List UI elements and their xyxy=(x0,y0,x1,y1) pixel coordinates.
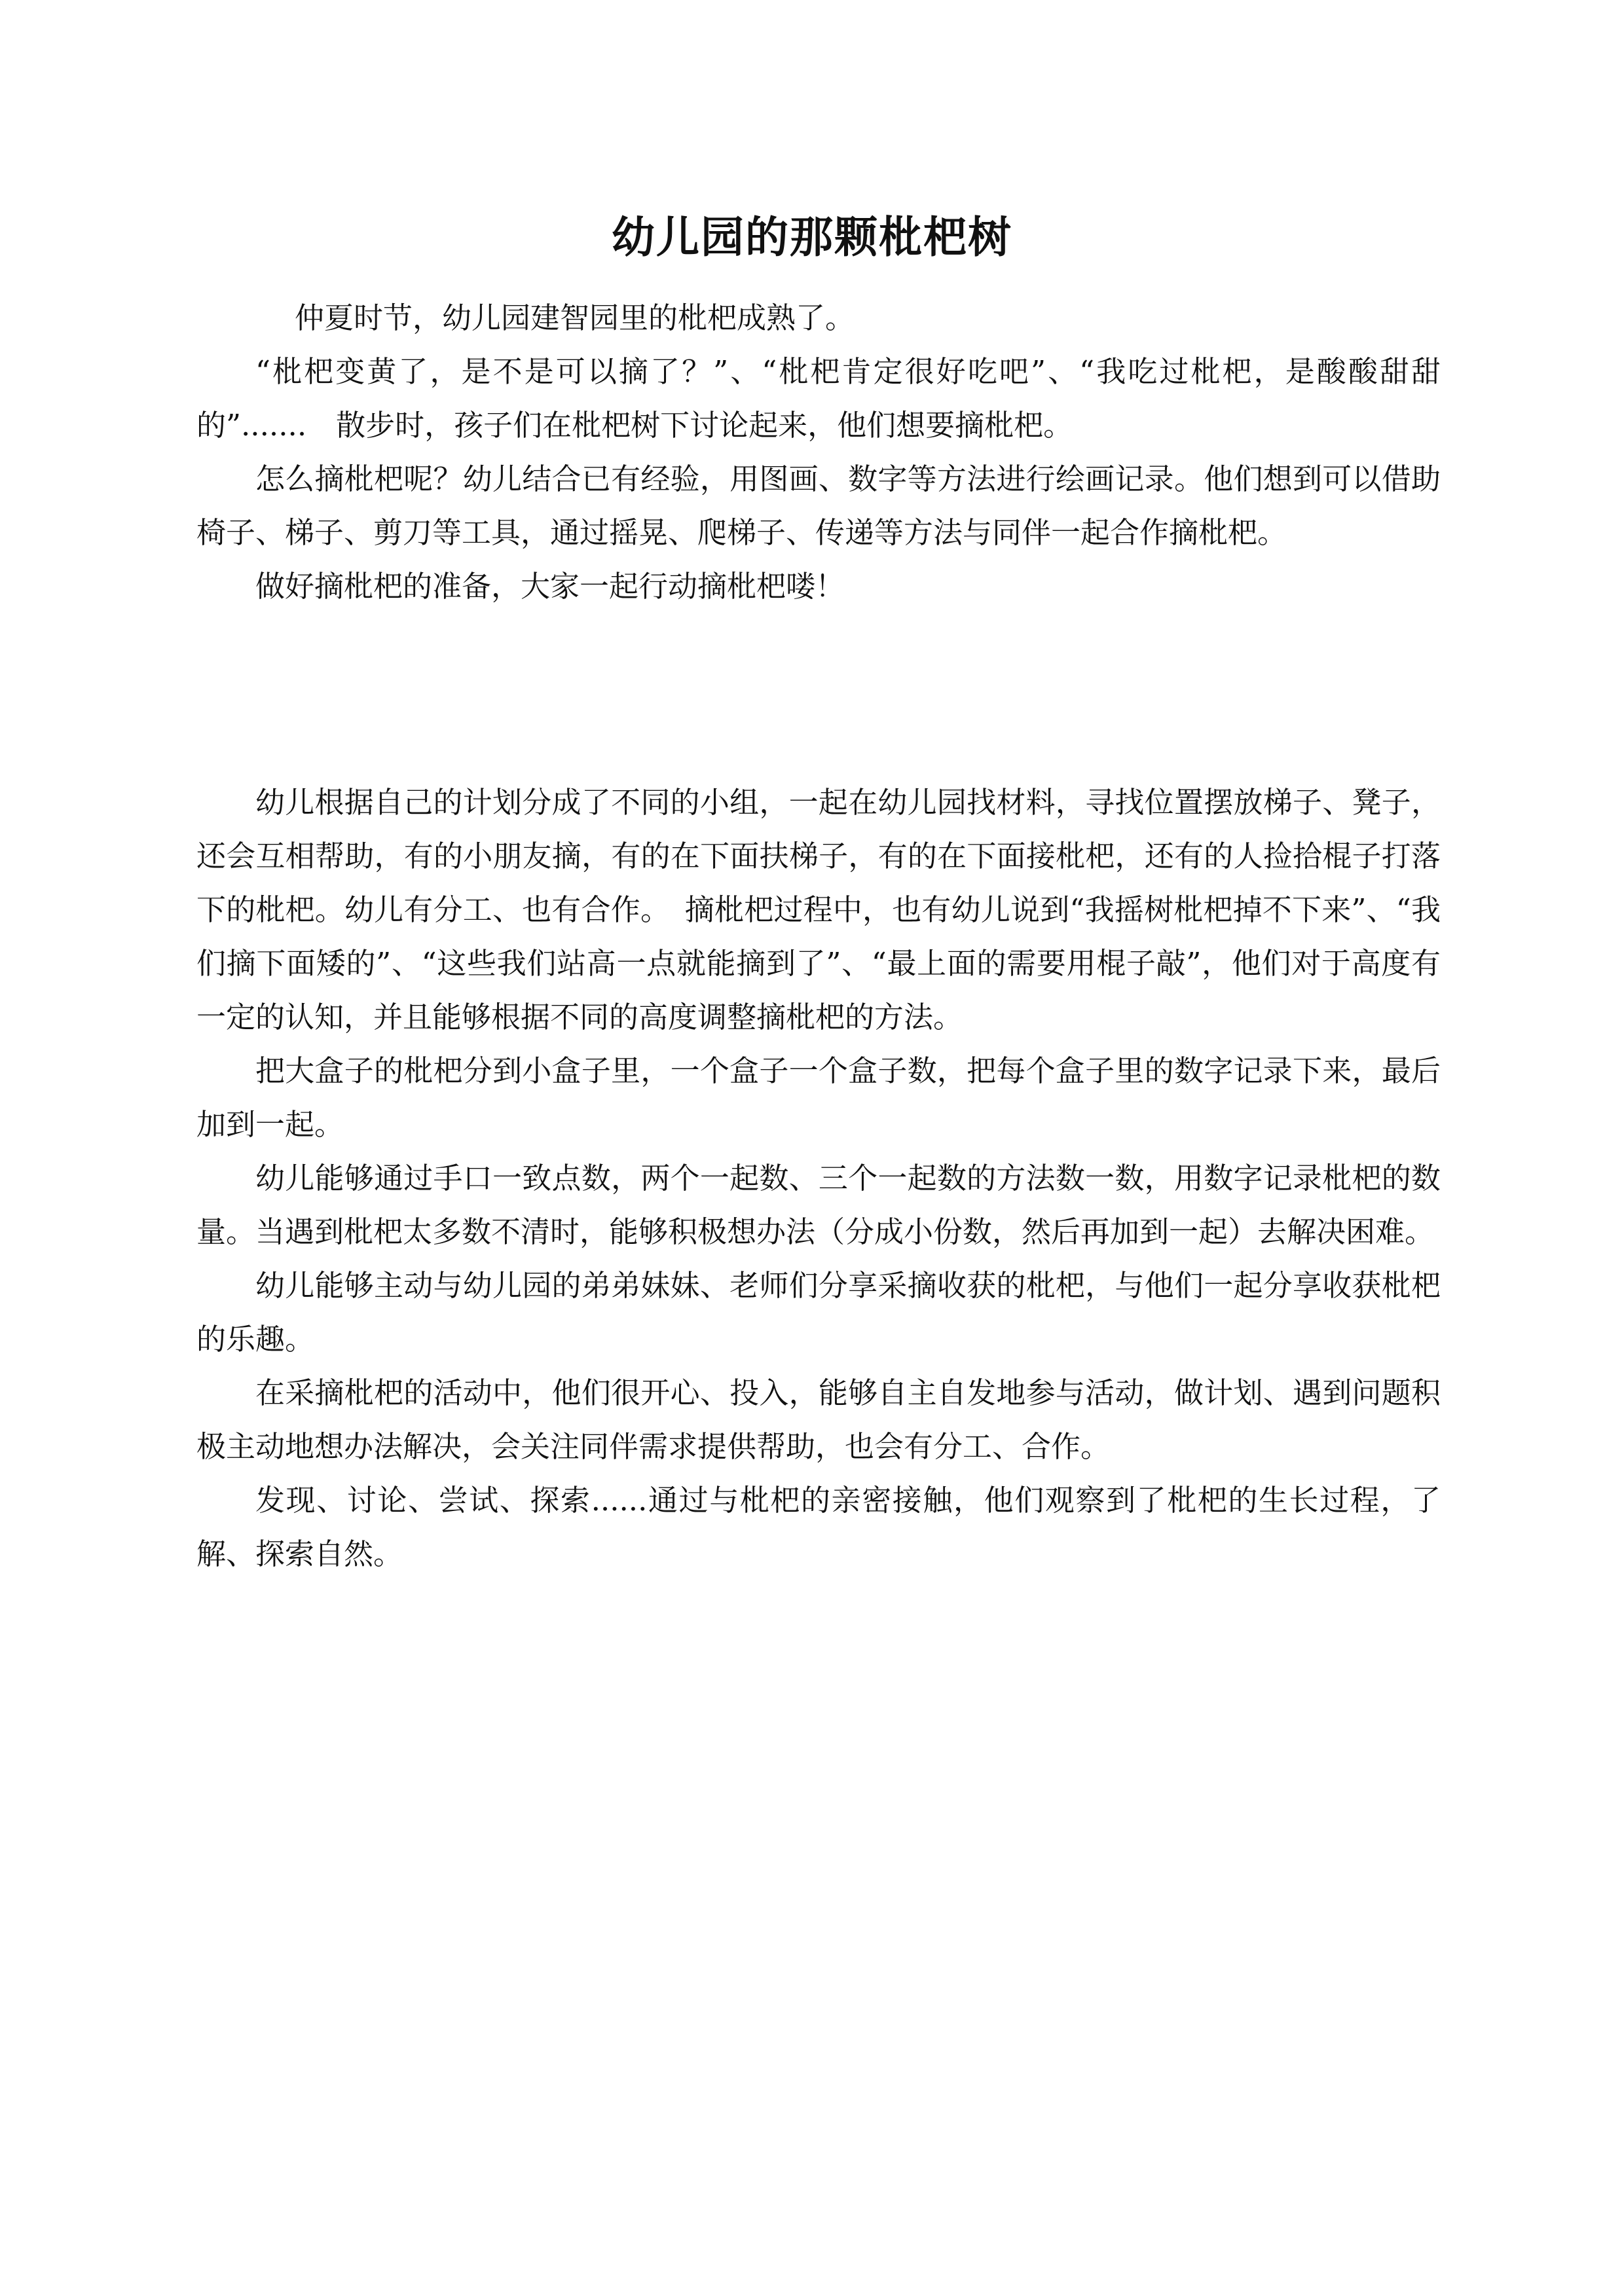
paragraph: 幼儿根据自己的计划分成了不同的小组，一起在幼儿园找材料，寻找位置摆放梯子、凳子，还会互相帮助，有的小朋友摘，有的在下面扶梯子，有的在下面接枇杷，还有的人捡拾棍子打落下的枇杷。幼儿有分工、也有合作。 摘枇杷过程中，也有幼儿说到“我摇树枇杷掉不下来”、“我们摘下面矮的”、“这些我们站高一点就能摘到了”、“最上面的需要用棍子敲”，他们对于高度有一定的认知，并且能够根据不同的高度调整摘枇杷的方法。 xyxy=(196,785,1441,1034)
paragraph: 怎么摘枇杷呢？幼儿结合已有经验，用图画、数字等方法进行绘画记录。他们想到可以借助椅子、梯子、剪刀等工具，通过摇晃、爬梯子、传递等方法与同伴一起合作摘枇杷。 xyxy=(196,462,1441,550)
activity-section xyxy=(196,776,1441,1581)
paragraph: 幼儿能够主动与幼儿园的弟弟妹妹、老师们分享采摘收获的枇杷，与他们一起分享收获枇杷的乐趣。 xyxy=(196,1268,1441,1357)
paragraph: “枇杷变黄了，是不是可以摘了？”、“枇杷肯定很好吃吧”、“我吃过枇杷，是酸酸甜甜的”....... 散步时，孩子们在枇杷树下讨论起来，他们想要摘枇杷。 xyxy=(196,354,1441,443)
document-title: 幼儿园的那颗枇杷树 xyxy=(612,212,1012,263)
paragraph: 做好摘枇杷的准备，大家一起行动摘枇杷喽！ xyxy=(255,569,845,604)
paragraph: 把大盒子的枇杷分到小盒子里，一个盒子一个盒子数，把每个盒子里的数字记录下来，最后加到一起。 xyxy=(196,1053,1441,1142)
paragraph: 仲夏时节，幼儿园建智园里的枇杷成熟了。 xyxy=(295,301,855,335)
paragraph: 在采摘枇杷的活动中，他们很开心、投入，能够自主自发地参与活动，做计划、遇到问题积极主动地想办法解决，会关注同伴需求提供帮助，也会有分工、合作。 xyxy=(196,1376,1441,1464)
paragraph: 发现、讨论、尝试、探索......通过与枇杷的亲密接触，他们观察到了枇杷的生长过程，了解、探索自然。 xyxy=(196,1483,1441,1571)
intro-section xyxy=(196,291,1441,613)
paragraph: 幼儿能够通过手口一致点数，两个一起数、三个一起数的方法数一数，用数字记录枇杷的数量。当遇到枇杷太多数不清时，能够积极想办法（分成小份数，然后再加到一起）去解决困难。 xyxy=(196,1161,1441,1249)
